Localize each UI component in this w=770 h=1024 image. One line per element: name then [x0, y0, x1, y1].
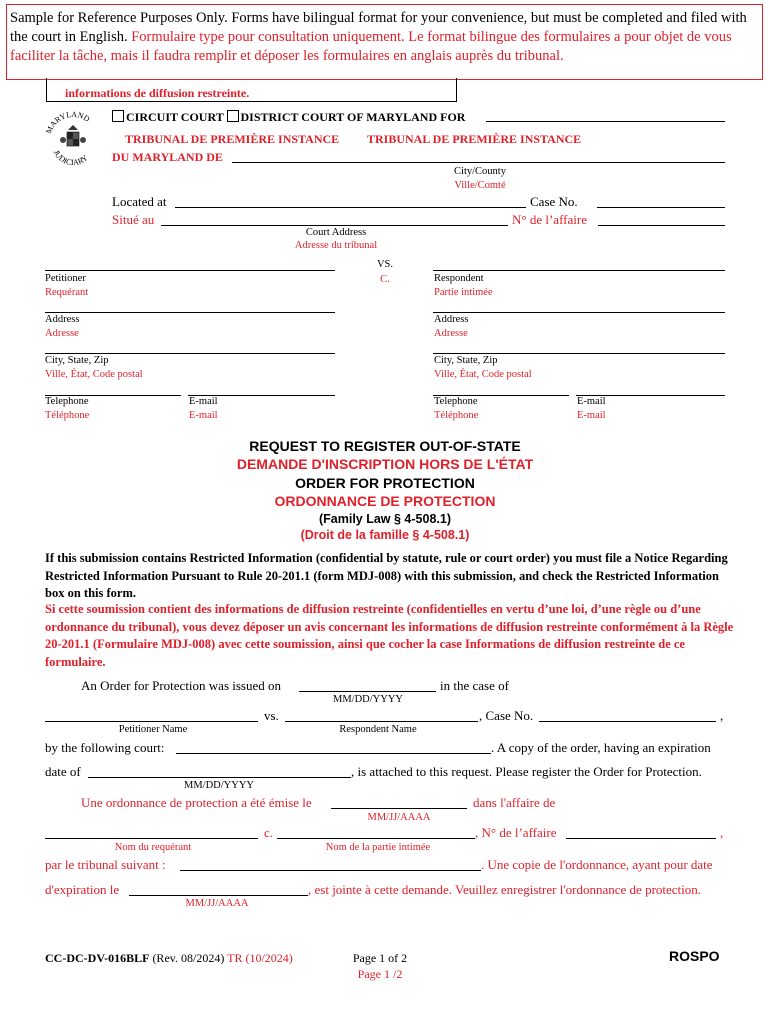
circuit-court-checkbox[interactable]: [112, 110, 124, 122]
petitioner-telephone-label: Telephone: [45, 396, 89, 407]
district-court-fr: TRIBUNAL DE PREMIÈRE INSTANCE: [367, 132, 582, 146]
svg-text:MARYLAND: [44, 110, 91, 135]
respondent-email-label: E-mail: [577, 396, 606, 407]
located-at-label-fr: Situé au: [112, 212, 155, 227]
respondent-label: Respondent: [434, 273, 484, 284]
court-county-line[interactable]: [486, 121, 725, 122]
issued-on-text-fr: Une ordonnance de protection a été émise le: [81, 795, 312, 810]
petitioner-label-fr: Requérant: [45, 287, 89, 298]
respondent-address-label-fr: Adresse: [434, 328, 468, 339]
petitioner-telephone-label-fr: Téléphone: [45, 410, 90, 421]
respondent-line[interactable]: [433, 270, 725, 271]
petitioner-email-label-fr: E-mail: [189, 410, 218, 421]
city-county-label-fr: Ville/Comté: [454, 180, 506, 191]
title-law-fr: (Droit de la famille § 4-508.1): [300, 528, 470, 542]
comma-text: ,: [720, 708, 724, 723]
petitioner-name-line-fr[interactable]: [45, 838, 258, 839]
case-no-text-fr: , N° de l’affaire: [475, 825, 557, 840]
district-court-checkbox[interactable]: [227, 110, 239, 122]
expiration-date-format: MM/DD/YYYY: [183, 780, 254, 791]
in-case-of-text: in the case of: [440, 678, 509, 693]
case-number-line[interactable]: [539, 721, 716, 722]
case-no-line[interactable]: [597, 207, 725, 208]
respondent-name-line[interactable]: [285, 721, 478, 722]
respondent-address-line[interactable]: [433, 312, 725, 313]
vs-label-fr: C.: [380, 274, 390, 285]
petitioner-email-label: E-mail: [189, 396, 218, 407]
petitioner-label: Petitioner: [45, 273, 86, 284]
form-id: CC-DC-DV-016BLF: [45, 951, 150, 965]
date-of-text: date of: [45, 764, 81, 779]
case-no-label-fr: N° de l’affaire: [512, 212, 587, 227]
court-name-line[interactable]: [176, 753, 491, 754]
circuit-court-label: CIRCUIT COURT: [126, 110, 224, 124]
located-at-line-fr[interactable]: [161, 225, 508, 226]
seal-top-text: MARYLAND: [44, 109, 92, 135]
petitioner-city-line[interactable]: [45, 353, 335, 354]
form-revision: (Rev. 08/2024): [152, 951, 225, 965]
issued-on-text: An Order for Protection was issued on: [81, 678, 282, 693]
copy-text: . A copy of the order, having an expiration: [491, 740, 711, 755]
case-no-text: , Case No.: [479, 708, 534, 723]
vs-text: vs.: [264, 708, 279, 723]
title-line1-fr: DEMANDE D'INSCRIPTION HORS DE L'ÉTAT: [236, 456, 534, 472]
respondent-label-fr: Partie intimée: [434, 287, 493, 298]
petitioner-city-label-fr: Ville, État, Code postal: [45, 369, 143, 380]
maryland-de-fr: DU MARYLAND DE: [112, 150, 223, 164]
city-county-label: City/County: [454, 166, 506, 177]
petitioner-name-label: Petitioner Name: [118, 724, 188, 735]
by-court-text: by the following court:: [45, 740, 165, 755]
court-name-line-fr[interactable]: [180, 870, 481, 871]
court-address-label-fr: Adresse du tribunal: [294, 240, 378, 251]
respondent-city-line[interactable]: [433, 353, 725, 354]
svg-text:JUDICIARY: [52, 149, 90, 167]
maryland-judiciary-seal: [44, 108, 102, 170]
seal-bottom-text: JUDICIARY: [51, 148, 90, 168]
vs-text-fr: c.: [264, 825, 274, 840]
respondent-city-label-fr: Ville, État, Code postal: [434, 369, 532, 380]
issued-date-line[interactable]: [299, 691, 436, 692]
respondent-name-label: Respondent Name: [339, 724, 417, 735]
form-translation-date: TR (10/2024): [227, 951, 293, 965]
city-county-line[interactable]: [232, 162, 725, 163]
form-code: ROSPO: [669, 948, 720, 964]
issued-date-line-fr[interactable]: [331, 808, 467, 809]
petitioner-address-line[interactable]: [45, 312, 335, 313]
circuit-court-fr: TRIBUNAL DE PREMIÈRE INSTANCE: [125, 132, 340, 146]
court-selection: [112, 110, 465, 125]
title-line1: REQUEST TO REGISTER OUT-OF-STATE: [249, 438, 521, 454]
issued-date-format-fr: MM/JJ/AAAA: [367, 812, 431, 823]
respondent-address-label: Address: [434, 314, 469, 325]
title-law: (Family Law § 4-508.1): [318, 512, 451, 526]
footer-form-info: [45, 951, 293, 966]
respondent-name-line-fr[interactable]: [277, 838, 475, 839]
expiration-date-format-fr: MM/JJ/AAAA: [185, 898, 249, 909]
banner-text-en: Sample for Reference Purposes Only. Forms have bilingual format for your convenience, but must be completed and filed with the court in English.: [10, 10, 747, 45]
petitioner-name-label-fr: Nom du requérant: [114, 842, 192, 853]
court-address-label: Court Address: [305, 227, 367, 238]
reference-banner: [6, 4, 763, 80]
restricted-notice-fr: Si cette soumission contient des informations de diffusion restreinte (confidentielles en vertu d’une loi, d’une règle ou d’une ordonnance du tribunal), vous devez déposer un avis concernant les informations de diffusion restreinte conformément à la Règle 20-201.1 (Formulaire MDJ-008) avec cette soumission, ainsi que cocher la case Informations de diffusion restreinte de ce formulaire.: [45, 602, 734, 669]
petitioner-address-label-fr: Adresse: [45, 328, 79, 339]
district-court-label: DISTRICT COURT OF MARYLAND FOR: [240, 110, 466, 124]
respondent-telephone-label: Telephone: [434, 396, 478, 407]
by-court-text-fr: par le tribunal suivant :: [45, 857, 166, 872]
title-line2: ORDER FOR PROTECTION: [295, 475, 475, 491]
comma-text-fr: ,: [720, 825, 724, 840]
respondent-city-label: City, State, Zip: [434, 355, 498, 366]
respondent-email-label-fr: E-mail: [577, 410, 606, 421]
petitioner-city-label: City, State, Zip: [45, 355, 109, 366]
vs-label: VS.: [376, 259, 394, 270]
petitioner-address-label: Address: [45, 314, 80, 325]
expiration-text-fr: d'expiration le: [45, 882, 120, 897]
restricted-box-text: informations de diffusion restreinte.: [65, 86, 250, 100]
attached-text-fr: , est jointe à cette demande. Veuillez enregistrer l'ordonnance de protection.: [308, 882, 702, 897]
restricted-notice-en: If this submission contains Restricted Information (confidential by statute, rule or court order) you must file a Notice Regarding Restricted Information Pursuant to Rule 20-201.1 (form MDJ-008) with this submission, and check the Restricted Information box on this form.: [45, 551, 728, 600]
page-number-fr: Page 1 /2: [357, 967, 403, 981]
attached-text: , is attached to this request. Please register the Order for Protection.: [351, 764, 702, 779]
expiration-date-line-fr[interactable]: [129, 895, 308, 896]
located-at-label: Located at: [112, 194, 167, 209]
copy-text-fr: . Une copie de l'ordonnance, ayant pour date: [481, 857, 713, 872]
case-number-line-fr[interactable]: [566, 838, 716, 839]
issued-date-format: MM/DD/YYYY: [332, 694, 403, 705]
petitioner-line[interactable]: [45, 270, 335, 271]
page-number: Page 1 of 2: [352, 951, 408, 965]
title-line2-fr: ORDONNANCE DE PROTECTION: [274, 493, 496, 509]
expiration-date-line[interactable]: [88, 777, 351, 778]
banner-text-fr: Formulaire type pour consultation uniquement. Le format bilingue des formulaires a pour objet de vous faciliter la tâche, mais il faudra remplir et déposer les formulaires en anglais auprès du tribunal.: [10, 29, 732, 64]
case-no-line-fr[interactable]: [598, 225, 725, 226]
located-at-line[interactable]: [175, 207, 526, 208]
respondent-telephone-label-fr: Téléphone: [434, 410, 479, 421]
in-case-of-text-fr: dans l'affaire de: [473, 795, 556, 810]
petitioner-name-line[interactable]: [45, 721, 258, 722]
case-no-label: Case No.: [530, 194, 578, 209]
respondent-name-label-fr: Nom de la partie intimée: [325, 842, 431, 853]
